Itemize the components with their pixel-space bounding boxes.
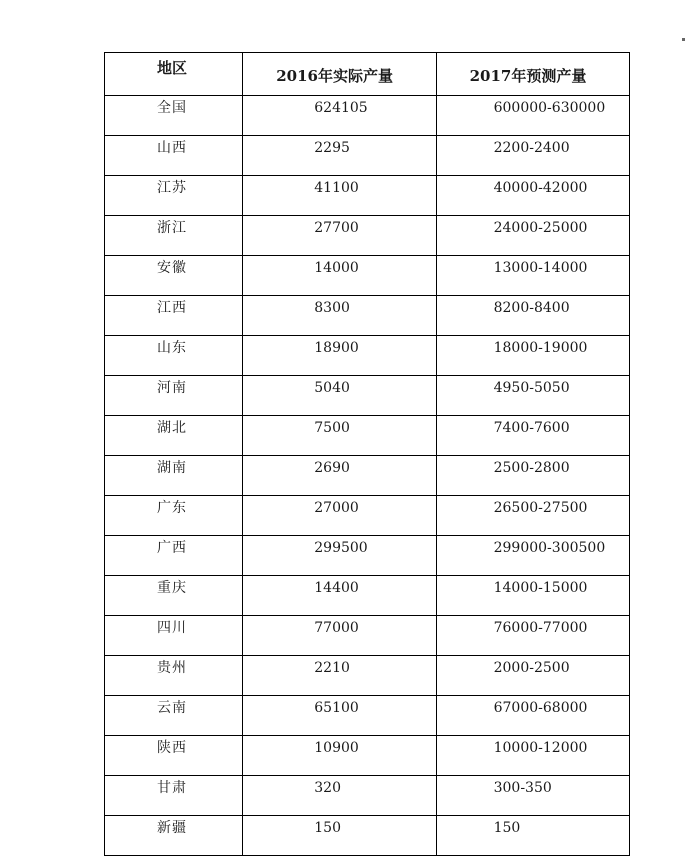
cell-actual-2016: 41100 xyxy=(243,176,436,216)
cell-region: 山西 xyxy=(105,136,243,176)
cell-actual-2016: 624105 xyxy=(243,96,436,136)
cell-region: 湖南 xyxy=(105,456,243,496)
table-row xyxy=(105,816,630,856)
cell-forecast-2017: 4950-5050 xyxy=(436,376,629,416)
cell-forecast-2017: 2500-2800 xyxy=(436,456,629,496)
cell-forecast-2017: 26500-27500 xyxy=(436,496,629,536)
table-row xyxy=(105,656,630,696)
cell-forecast-2017: 600000-630000 xyxy=(436,96,629,136)
cell-forecast-2017: 2200-2400 xyxy=(436,136,629,176)
table-row xyxy=(105,576,630,616)
cell-forecast-2017: 40000-42000 xyxy=(436,176,629,216)
cell-region: 甘肃 xyxy=(105,776,243,816)
cell-actual-2016: 2210 xyxy=(243,656,436,696)
cell-forecast-2017: 150 xyxy=(436,816,629,856)
cell-region: 浙江 xyxy=(105,216,243,256)
cell-region: 湖北 xyxy=(105,416,243,456)
cell-region: 安徽 xyxy=(105,256,243,296)
cell-forecast-2017: 299000-300500 xyxy=(436,536,629,576)
cell-forecast-2017: 67000-68000 xyxy=(436,696,629,736)
cell-forecast-2017: 76000-77000 xyxy=(436,616,629,656)
cell-region: 重庆 xyxy=(105,576,243,616)
cell-region: 广东 xyxy=(105,496,243,536)
production-table xyxy=(104,52,630,856)
header-region: 地区 xyxy=(105,53,243,96)
cell-actual-2016: 14000 xyxy=(243,256,436,296)
cell-forecast-2017: 13000-14000 xyxy=(436,256,629,296)
cell-forecast-2017: 300-350 xyxy=(436,776,629,816)
cell-actual-2016: 10900 xyxy=(243,736,436,776)
cell-region: 河南 xyxy=(105,376,243,416)
cell-region: 广西 xyxy=(105,536,243,576)
header-actual-2016: 2016年实际产量 xyxy=(243,53,436,96)
cell-actual-2016: 150 xyxy=(243,816,436,856)
cell-forecast-2017: 24000-25000 xyxy=(436,216,629,256)
cell-actual-2016: 320 xyxy=(243,776,436,816)
cell-region: 江苏 xyxy=(105,176,243,216)
cell-actual-2016: 2295 xyxy=(243,136,436,176)
cell-region: 新疆 xyxy=(105,816,243,856)
cell-actual-2016: 14400 xyxy=(243,576,436,616)
cell-actual-2016: 65100 xyxy=(243,696,436,736)
table-row xyxy=(105,736,630,776)
table-row xyxy=(105,376,630,416)
cell-actual-2016: 2690 xyxy=(243,456,436,496)
cell-region: 江西 xyxy=(105,296,243,336)
table-row xyxy=(105,776,630,816)
table-row xyxy=(105,176,630,216)
cell-region: 云南 xyxy=(105,696,243,736)
table-row xyxy=(105,616,630,656)
cell-region: 全国 xyxy=(105,96,243,136)
cell-actual-2016: 27000 xyxy=(243,496,436,536)
cell-forecast-2017: 18000-19000 xyxy=(436,336,629,376)
header-forecast-2017: 2017年预测产量 xyxy=(436,53,629,96)
cell-forecast-2017: 10000-12000 xyxy=(436,736,629,776)
table-row xyxy=(105,696,630,736)
cell-region: 四川 xyxy=(105,616,243,656)
table-row xyxy=(105,256,630,296)
table-row xyxy=(105,496,630,536)
cell-forecast-2017: 14000-15000 xyxy=(436,576,629,616)
table-row xyxy=(105,96,630,136)
table-row xyxy=(105,336,630,376)
table-row xyxy=(105,136,630,176)
cell-forecast-2017: 8200-8400 xyxy=(436,296,629,336)
corner-mark xyxy=(682,38,685,41)
table-row xyxy=(105,536,630,576)
table-row xyxy=(105,456,630,496)
cell-actual-2016: 8300 xyxy=(243,296,436,336)
cell-region: 山东 xyxy=(105,336,243,376)
table-row xyxy=(105,216,630,256)
table-row xyxy=(105,296,630,336)
table-header-row xyxy=(105,53,630,96)
cell-actual-2016: 77000 xyxy=(243,616,436,656)
cell-actual-2016: 7500 xyxy=(243,416,436,456)
cell-actual-2016: 18900 xyxy=(243,336,436,376)
cell-forecast-2017: 2000-2500 xyxy=(436,656,629,696)
cell-actual-2016: 5040 xyxy=(243,376,436,416)
cell-region: 陕西 xyxy=(105,736,243,776)
cell-region: 贵州 xyxy=(105,656,243,696)
cell-actual-2016: 27700 xyxy=(243,216,436,256)
table-row xyxy=(105,416,630,456)
table-body xyxy=(105,96,630,856)
cell-forecast-2017: 7400-7600 xyxy=(436,416,629,456)
cell-actual-2016: 299500 xyxy=(243,536,436,576)
